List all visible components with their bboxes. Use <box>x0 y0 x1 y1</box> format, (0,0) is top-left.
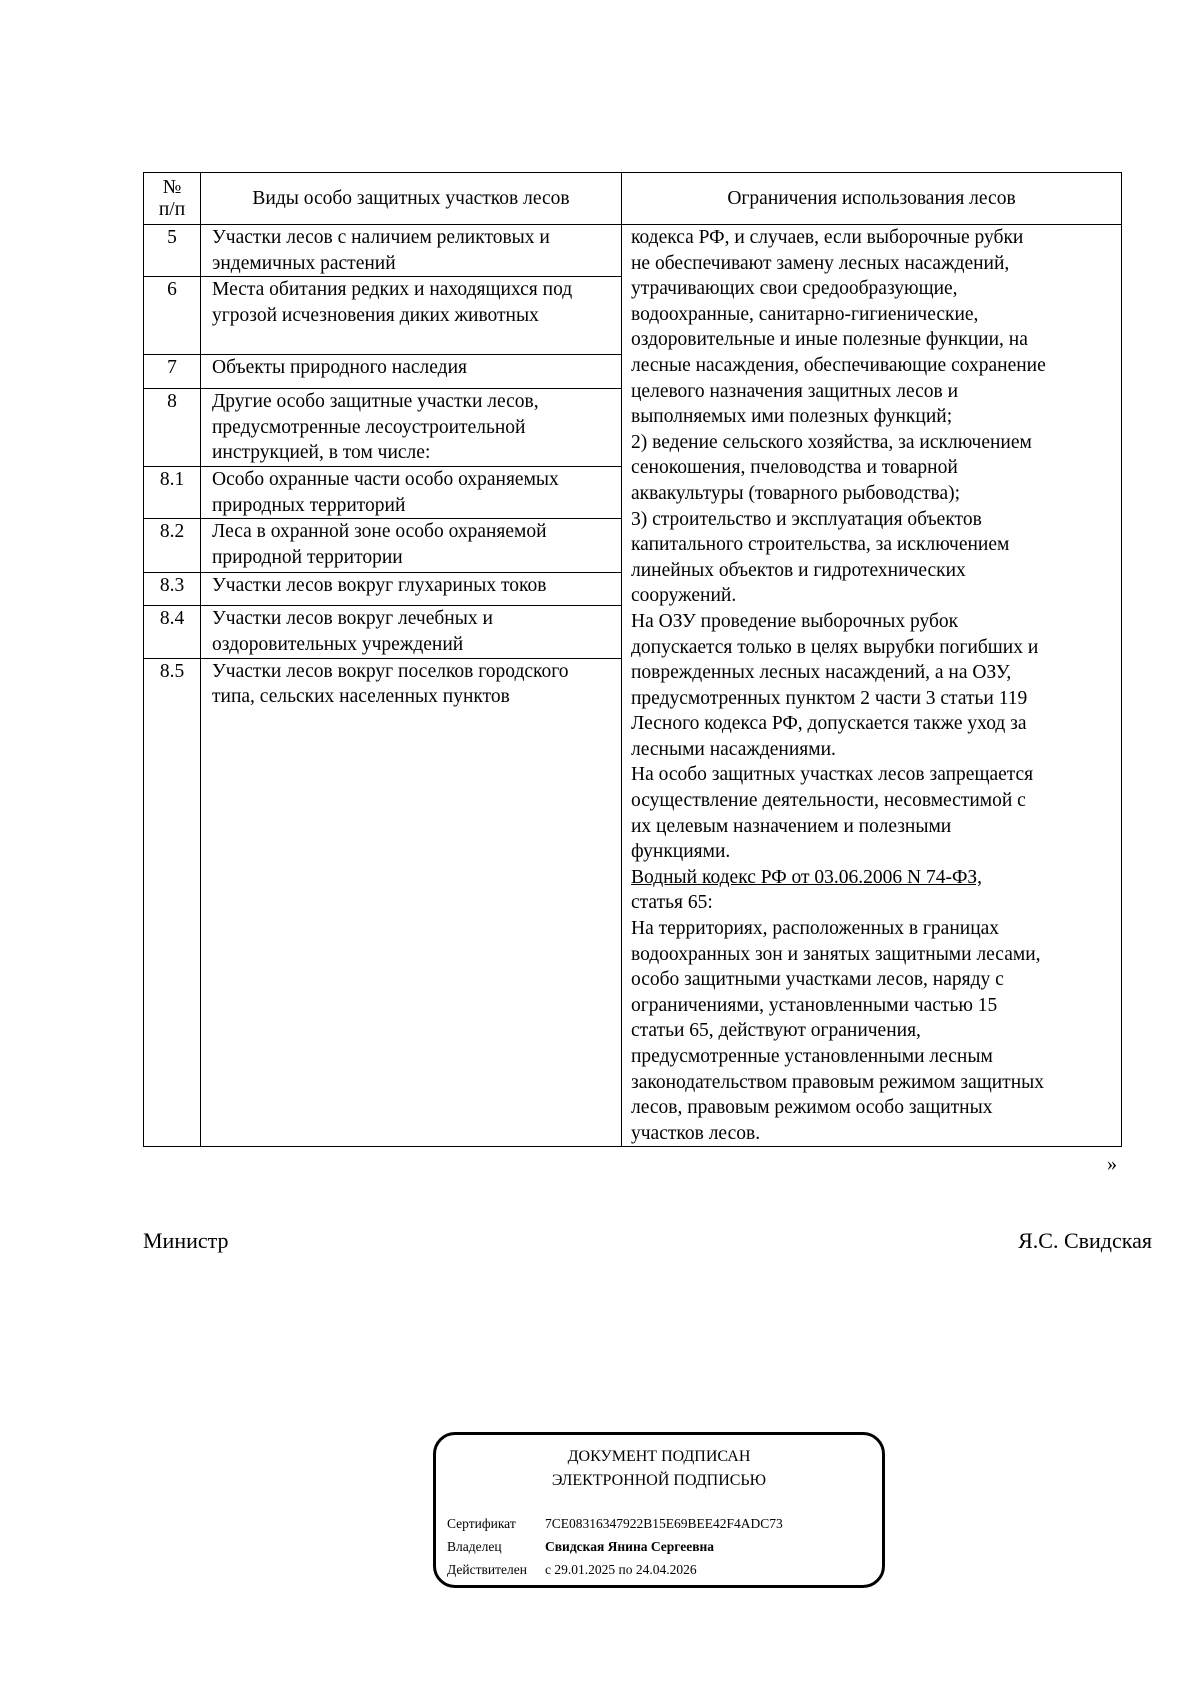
stamp-title <box>436 1445 882 1493</box>
restriction-line: предусмотренные установленными лесным <box>631 1046 993 1067</box>
e-signature-stamp <box>433 1432 885 1588</box>
restriction-line: 2) ведение сельского хозяйства, за исключением <box>631 431 1032 453</box>
table-header-row <box>144 173 1122 225</box>
row-number: 8.5 <box>144 658 201 1147</box>
restriction-line: целевого назначения защитных лесов и <box>631 380 959 402</box>
restriction-line: функциями. <box>631 841 731 863</box>
stamp-certificate-row <box>447 1516 783 1532</box>
row-area-type: Участки лесов вокруг поселков городского типа, сельских населенных пунктов <box>201 658 622 1147</box>
restrictions-cell <box>622 225 1122 1147</box>
row-area-type: Другие особо защитные участки лесов, предусмотренные лесоустроительной инструкцией, в том числе: <box>201 389 622 467</box>
row-area-type: Места обитания редких и находящихся под угрозой исчезновения диких животных <box>201 277 622 355</box>
restriction-line: кодекса РФ, и случаев, если выборочные рубки <box>631 227 1024 248</box>
row-area-type: Участки лесов вокруг глухариных токов <box>201 573 622 606</box>
restriction-line: особо защитными участками лесов, наряду с <box>631 969 1004 991</box>
certificate-value: 7CE08316347922B15E69BEE42F4ADC73 <box>545 1516 783 1531</box>
row-number: 7 <box>144 355 201 389</box>
header-number-symbol: № <box>162 176 182 198</box>
restriction-line: оздоровительные и иные полезные функции, на <box>631 329 1028 351</box>
signatory-role: Министр <box>143 1228 229 1253</box>
restriction-line: лесов, правовым режимом особо защитных <box>631 1097 993 1119</box>
row-area-type: Участки лесов с наличием реликтовых и эндемичных растений <box>201 225 622 277</box>
restriction-line: не обеспечивают замену лесных насаждений, <box>631 252 1010 274</box>
restriction-line: На ОЗУ проведение выборочных рубок <box>631 610 959 632</box>
header-area-type: Виды особо защитных участков лесов <box>201 173 622 225</box>
row-number: 8.3 <box>144 573 201 606</box>
validity-value: с 29.01.2025 по 24.04.2026 <box>545 1562 697 1577</box>
restriction-line: допускается только в целях вырубки погибших и <box>631 636 1039 658</box>
restriction-line: водоохранные, санитарно-гигиенические, <box>631 303 979 325</box>
restriction-line: выполняемых ими полезных функций; <box>631 406 953 428</box>
restriction-line: Лесного кодекса РФ, допускается также уход за <box>631 713 1027 735</box>
row-number: 8.1 <box>144 467 201 519</box>
closing-quote: » <box>1107 1153 1117 1175</box>
row-area-type: Объекты природного наследия <box>201 355 622 389</box>
stamp-title-line: ДОКУМЕНТ ПОДПИСАН <box>567 1448 751 1465</box>
row-number: 5 <box>144 225 201 277</box>
restriction-line: поврежденных лесных насаждений, а на ОЗУ, <box>631 662 1012 684</box>
stamp-owner-row <box>447 1539 714 1555</box>
restriction-line: водоохранных зон и занятых защитными лесами, <box>631 943 1041 965</box>
row-area-type: Леса в охранной зоне особо охраняемой природной территории <box>201 519 622 573</box>
restriction-line: ограничениями, установленными частью 15 <box>631 994 998 1016</box>
row-number: 6 <box>144 277 201 355</box>
restriction-line: предусмотренных пунктом 2 части 3 статьи 119 <box>631 687 1028 709</box>
restriction-line: статья 65: <box>631 892 713 914</box>
restriction-line: лесными насаждениями. <box>631 738 836 760</box>
restriction-line: сооружений. <box>631 585 737 607</box>
owner-value: Свидская Янина Сергеевна <box>545 1539 715 1554</box>
water-code-link[interactable]: Водный кодекс РФ от 03.06.2006 N 74-ФЗ, <box>631 866 983 888</box>
header-number <box>144 173 201 225</box>
restriction-line: утрачивающих свои средообразующие, <box>631 278 958 300</box>
restriction-line: лесные насаждения, обеспечивающие сохранение <box>631 354 1046 376</box>
restriction-line: капитального строительства, за исключением <box>631 534 1010 556</box>
row-number: 8 <box>144 389 201 467</box>
stamp-validity-row <box>447 1562 697 1578</box>
restriction-line: их целевым назначением и полезными <box>631 815 952 837</box>
restriction-line: аквакультуры (товарного рыбоводства); <box>631 482 961 504</box>
signatory-name: Я.С. Свидская <box>1018 1228 1152 1253</box>
restriction-line: На территориях, расположенных в границах <box>631 918 1000 940</box>
restriction-line: законодательством правовым режимом защитных <box>631 1071 1044 1093</box>
validity-label: Действителен <box>447 1562 527 1577</box>
restriction-line: осуществление деятельности, несовместимой с <box>631 790 1026 812</box>
forest-areas-table <box>143 172 1122 1147</box>
row-number: 8.4 <box>144 606 201 658</box>
stamp-title-line: ЭЛЕКТРОННОЙ ПОДПИСЬЮ <box>551 1472 767 1489</box>
restriction-line: сенокошения, пчеловодства и товарной <box>631 457 958 479</box>
header-restrictions: Ограничения использования лесов <box>622 173 1122 225</box>
header-number-sub: п/п <box>158 198 186 220</box>
restriction-line: 3) строительство и эксплуатация объектов <box>631 508 982 530</box>
row-number: 8.2 <box>144 519 201 573</box>
restriction-line: статьи 65, действуют ограничения, <box>631 1020 921 1042</box>
row-area-type: Особо охранные части особо охраняемых природных территорий <box>201 467 622 519</box>
restriction-line: линейных объектов и гидротехнических <box>631 559 966 581</box>
certificate-label: Сертификат <box>447 1516 516 1531</box>
table-row <box>144 225 1122 277</box>
row-area-type: Участки лесов вокруг лечебных и оздоровительных учреждений <box>201 606 622 658</box>
restriction-line: участков лесов. <box>631 1122 761 1144</box>
restriction-line: На особо защитных участках лесов запрещается <box>631 764 1034 786</box>
owner-label: Владелец <box>447 1539 502 1554</box>
